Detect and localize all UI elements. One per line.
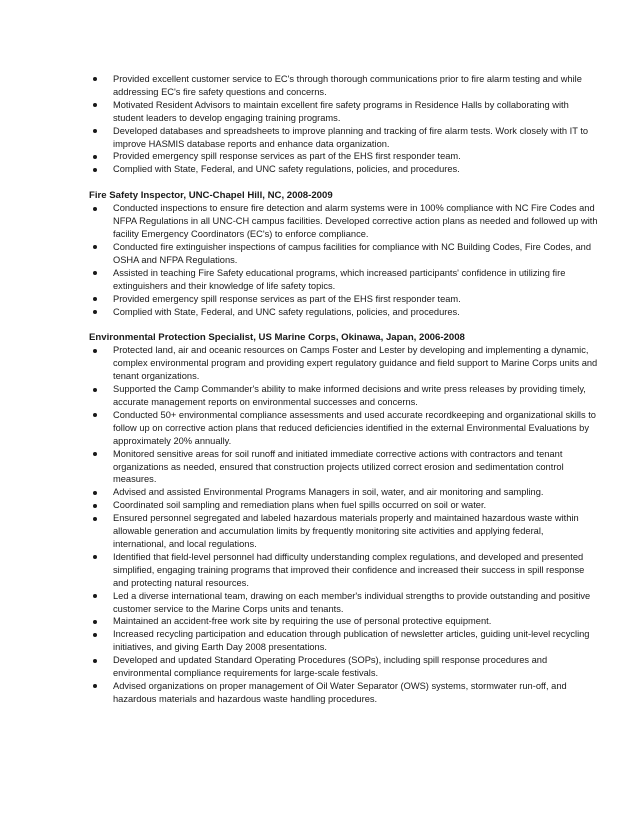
- bullet-icon: [93, 684, 97, 688]
- bullet-text: Provided emergency spill response services as part of the EHS first responder team.: [113, 293, 461, 304]
- bullet-text: Maintained an accident-free work site by requiring the use of personal protective equipment.: [113, 616, 492, 627]
- list-item: [89, 293, 598, 306]
- bullet-text: Motivated Resident Advisors to maintain excellent fire safety programs in Residence Halls by collaborating with student leaders to develop engaging training programs.: [113, 99, 569, 123]
- section-unc-fire-alarm-continued: [89, 73, 598, 176]
- list-item: [89, 99, 598, 125]
- bullet-icon: [93, 633, 97, 637]
- list-item: [89, 150, 598, 163]
- bullet-text: Coordinated soil sampling and remediation plans when fuel spills occurred on soil or water.: [113, 500, 487, 511]
- bullet-text: Conducted fire extinguisher inspections of campus facilities for compliance with NC Building Codes, Fire Codes, and OSHA and NFPA Regulations.: [113, 241, 591, 265]
- bullet-text: Conducted 50+ environmental compliance assessments and used accurate recordkeeping and organizational skills to follow up on corrective action plans that reduced deficiencies identified in the external Environmental Evaluations by approximately 20% annually.: [113, 409, 596, 446]
- list-item: [89, 409, 598, 448]
- bullet-text: Conducted inspections to ensure fire detection and alarm systems were in 100% compliance with NC Fire Codes and NFPA Regulations in all UNC-CH campus facilities. Developed corrective action plans as needed and followed up with facility Emergency Coordinators (EC's) to enforce compliance.: [113, 203, 598, 240]
- list-item: [89, 125, 598, 151]
- bullet-text: Increased recycling participation and education through publication of newsletter articles, guiding unit-level recycling initiatives, and giving Earth Day 2008 presentations.: [113, 629, 590, 653]
- list-item: [89, 306, 598, 319]
- bullet-text: Supported the Camp Commander's ability to make informed decisions and write press releases by providing timely, accurate management reports on environmental successes and concerns.: [113, 384, 586, 408]
- bullet-text: Complied with State, Federal, and UNC safety regulations, policies, and procedures.: [113, 306, 460, 317]
- job-heading: Environmental Protection Specialist, US Marine Corps, Okinawa, Japan, 2006-2008: [89, 332, 465, 344]
- bullet-icon: [93, 594, 97, 598]
- list-item: [89, 383, 598, 409]
- bullet-icon: [93, 155, 97, 159]
- bullet-icon: [93, 77, 97, 81]
- list-item: [89, 628, 598, 654]
- list-item: [89, 267, 598, 293]
- bullet-icon: [93, 504, 97, 508]
- list-item: [89, 73, 598, 99]
- bullet-icon: [93, 555, 97, 559]
- list-item: [89, 486, 598, 499]
- list-item: [89, 344, 598, 383]
- section-fire-safety-inspector: [89, 189, 598, 318]
- bullet-text: Provided excellent customer service to EC's through thorough communications prior to fire alarm testing and while addressing EC's fire safety questions and concerns.: [113, 74, 582, 97]
- bullet-icon: [93, 349, 97, 353]
- list-item: [89, 448, 598, 487]
- list-item: [89, 590, 598, 616]
- section-environmental-protection-specialist: [89, 331, 598, 705]
- bullet-icon: [93, 271, 97, 275]
- bullet-text: Ensured personnel segregated and labeled hazardous materials properly and maintained hazardous waste within allowable generation and accumulation limits by frequently monitoring site activities and applying federal, international, and local regulations.: [113, 513, 579, 549]
- bullet-icon: [93, 659, 97, 663]
- bullet-text: Led a diverse international team, drawing on each member's individual strengths to provide outstanding and positive customer service to the Marine Corps units and tenants.: [113, 590, 591, 614]
- bullet-icon: [93, 620, 97, 624]
- bullet-text: Protected land, air and oceanic resources on Camps Foster and Lester by developing and implementing a dynamic, complex environmental program and providing expert regulatory guidance and field support to Marine Corps units and tenant organizations.: [113, 345, 598, 382]
- list-item: [89, 680, 598, 706]
- bullet-icon: [93, 491, 97, 495]
- list-item: [89, 512, 598, 551]
- bullet-text: Advised organizations on proper management of Oil Water Separator (OWS) systems, stormwater run-off, and hazardous materials and hazardous waste handling procedures.: [113, 680, 567, 704]
- bullet-icon: [93, 310, 97, 314]
- bullet-text: Monitored sensitive areas for soil runoff and initiated immediate corrective actions with contractors and tenant organizations as needed, ensured that construction projects utilized correct erosion and sedimentation control measures.: [113, 448, 564, 485]
- bullet-icon: [93, 245, 97, 249]
- list-item: [89, 654, 598, 680]
- bullet-icon: [93, 297, 97, 301]
- list-item: [89, 615, 598, 628]
- bullet-icon: [93, 413, 97, 417]
- bullet-icon: [93, 207, 97, 211]
- bullet-list: [89, 73, 598, 176]
- bullet-text: Advised and assisted Environmental Programs Managers in soil, water, and air monitoring and sampling.: [113, 487, 544, 498]
- bullet-list: [89, 344, 598, 705]
- bullet-text: Developed databases and spreadsheets to improve planning and tracking of fire alarm tests. Work closely with IT to improve HASMIS database reports and enhance data organization.: [113, 125, 589, 149]
- bullet-text: Complied with State, Federal, and UNC safety regulations, policies, and procedures.: [113, 164, 460, 175]
- bullet-text: Assisted in teaching Fire Safety educational programs, which increased participants' confidence in utilizing fire extinguishers and their knowledge of life safety topics.: [113, 267, 566, 291]
- bullet-icon: [93, 452, 97, 456]
- bullet-text: Identified that field-level personnel had difficulty understanding complex regulations, and developed and presented simplified, engaging training programs that improved their confidence and increased their success in spill response and protecting natural resources.: [113, 551, 585, 588]
- list-item: [89, 499, 598, 512]
- list-item: [89, 202, 598, 241]
- job-heading: Fire Safety Inspector, UNC-Chapel Hill, NC, 2008-2009: [89, 190, 333, 202]
- bullet-icon: [93, 103, 97, 107]
- bullet-icon: [93, 168, 97, 172]
- bullet-icon: [93, 129, 97, 133]
- bullet-list: [89, 202, 598, 318]
- list-item: [89, 551, 598, 590]
- list-item: [89, 241, 598, 267]
- bullet-icon: [93, 517, 97, 521]
- bullet-text: Provided emergency spill response services as part of the EHS first responder team.: [113, 151, 461, 162]
- bullet-text: Developed and updated Standard Operating Procedures (SOPs), including spill response procedures and environmental compliance requirements for large-scale festivals.: [113, 655, 548, 679]
- list-item: [89, 163, 598, 176]
- bullet-icon: [93, 388, 97, 392]
